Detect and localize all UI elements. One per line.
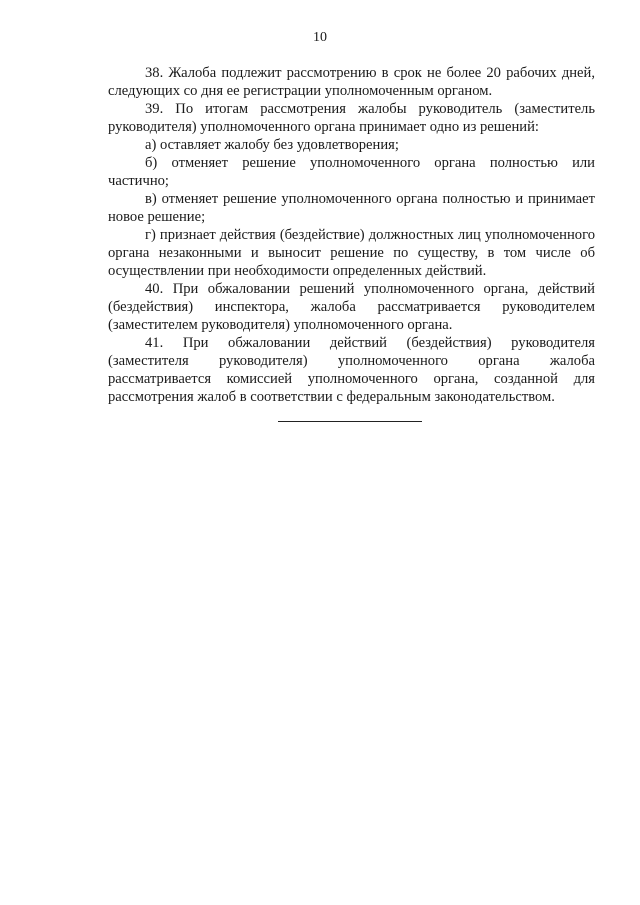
paragraph-39-item-v: в) отменяет решение уполномоченного органа полностью и принимает новое решение;: [108, 191, 595, 225]
paragraph-39-item-b: б) отменяет решение уполномоченного органа полностью или частично;: [108, 155, 595, 189]
end-separator-line: [278, 421, 422, 422]
page-number: 10: [313, 30, 327, 45]
paragraph-39: 39. По итогам рассмотрения жалобы руководитель (заместитель руководителя) уполномоченного органа принимает одно из решений:: [108, 101, 595, 135]
paragraph-38: 38. Жалоба подлежит рассмотрению в срок не более 20 рабочих дней, следующих со дня ее регистрации уполномоченным органом.: [108, 65, 595, 99]
paragraph-39-item-a: а) оставляет жалобу без удовлетворения;: [145, 137, 399, 153]
paragraph-41: 41. При обжаловании действий (бездействия) руководителя (заместителя руководителя) уполномоченного органа жалоба рассматривается комиссией уполномоченного органа, созданной для рассмотрения жалоб в соответствии с федеральным законодательством.: [108, 335, 595, 405]
paragraph-40: 40. При обжаловании решений уполномоченного органа, действий (бездействия) инспектора, жалоба рассматривается руководителем (заместителем руководителя) уполномоченного органа.: [108, 281, 595, 333]
document-body: [108, 64, 595, 406]
paragraph-39-item-g: г) признает действия (бездействие) должностных лиц уполномоченного органа незаконными и выносит решение по существу, в том числе об осуществлении при необходимости определенных действий.: [108, 227, 595, 279]
